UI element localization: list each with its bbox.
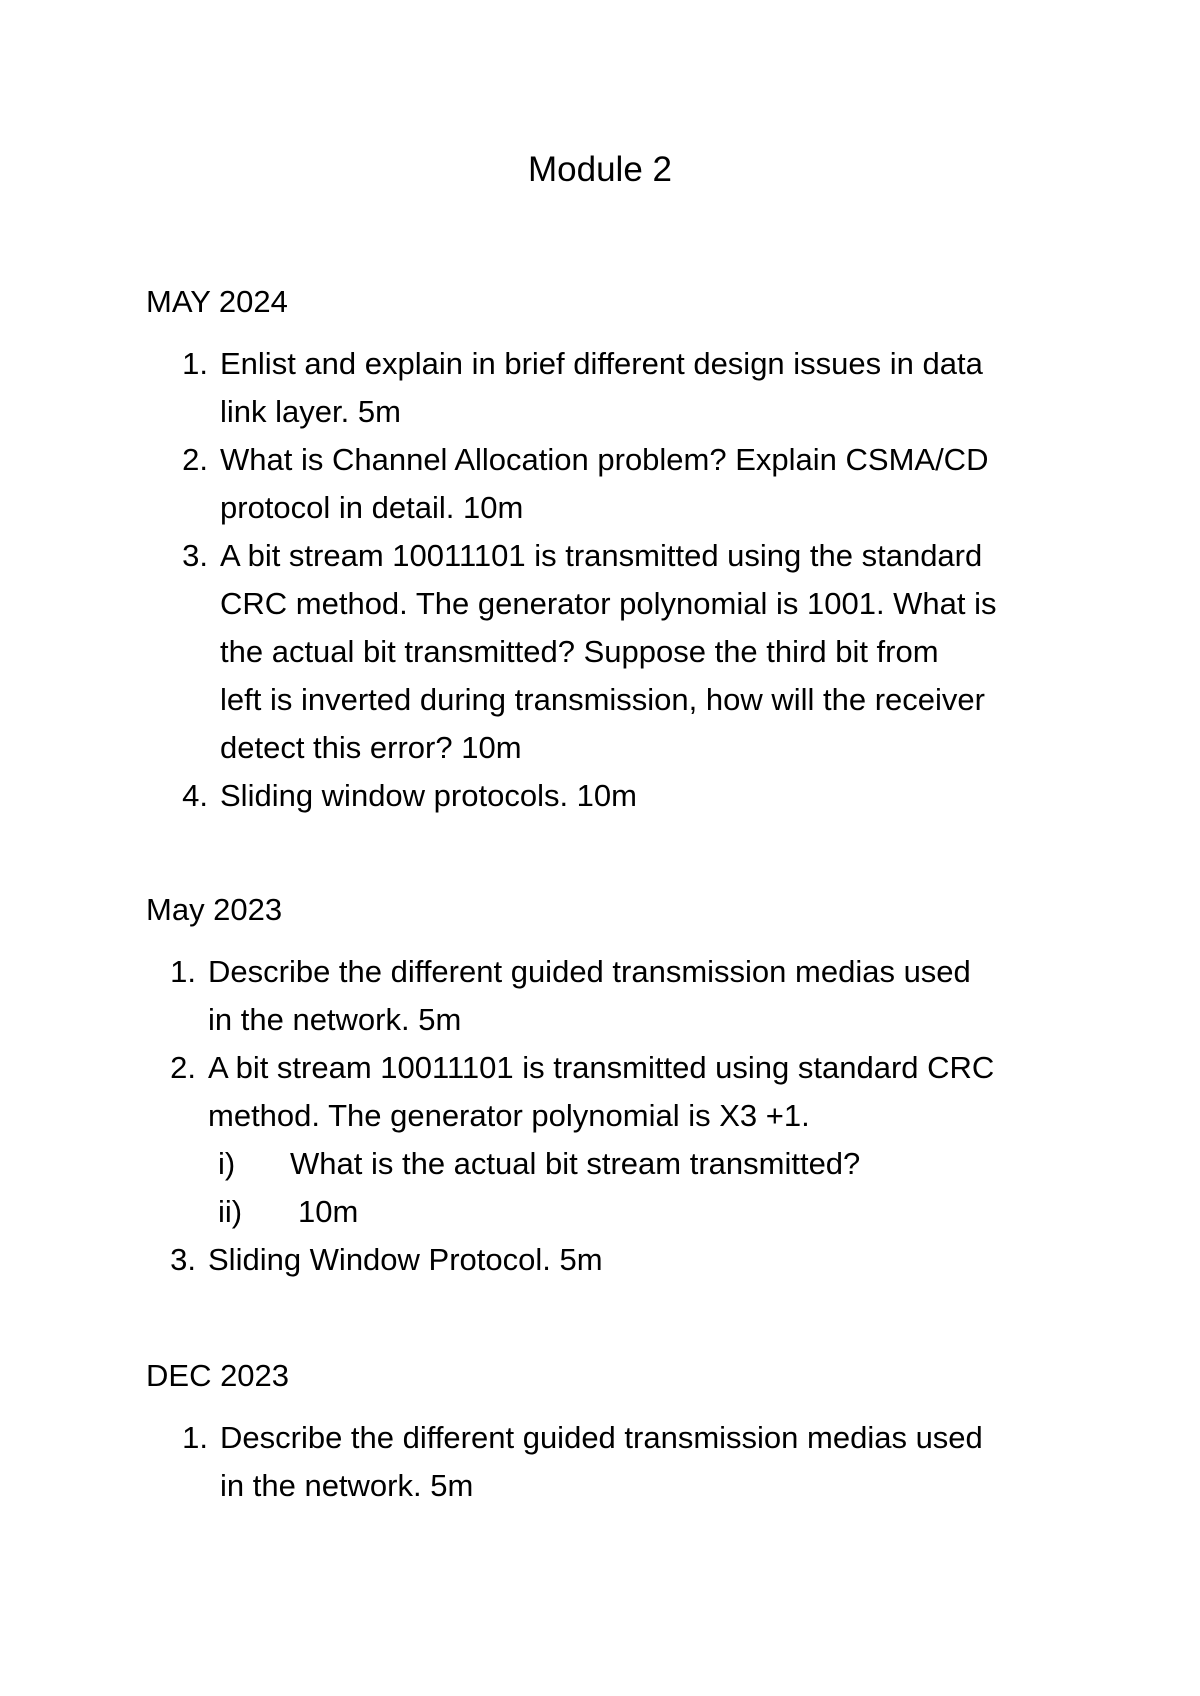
item-text: protocol in detail. 10m (220, 490, 524, 525)
subitem-text: 10m (298, 1194, 359, 1229)
item-text: Describe the different guided transmission medias used (208, 954, 971, 989)
item-number: 1. (182, 346, 208, 381)
section-heading-may-2023: May 2023 (146, 892, 283, 927)
item-text: Sliding Window Protocol. 5m (208, 1242, 603, 1277)
item-number: 4. (182, 778, 208, 813)
subitem-number: i) (218, 1146, 236, 1181)
item-number: 3. (182, 538, 208, 573)
page-title: Module 2 (528, 150, 672, 189)
item-text: Enlist and explain in brief different design issues in data (220, 346, 983, 381)
item-text: CRC method. The generator polynomial is 1001. What is (220, 586, 997, 621)
item-text: Describe the different guided transmission medias used (220, 1420, 983, 1455)
item-text: link layer. 5m (220, 394, 401, 429)
item-text: the actual bit transmitted? Suppose the third bit from (220, 634, 939, 669)
item-text: left is inverted during transmission, how will the receiver (220, 682, 985, 717)
item-text: Sliding window protocols. 10m (220, 778, 637, 813)
section-heading-may-2024: MAY 2024 (146, 284, 288, 319)
item-number: 2. (182, 442, 208, 477)
subitem-text: What is the actual bit stream transmitted? (290, 1146, 861, 1181)
item-text: in the network. 5m (208, 1002, 462, 1037)
item-text: in the network. 5m (220, 1468, 474, 1503)
item-text: What is Channel Allocation problem? Explain CSMA/CD (220, 442, 989, 477)
section-heading-dec-2023: DEC 2023 (146, 1358, 290, 1393)
item-text: A bit stream 10011101 is transmitted using the standard (220, 538, 983, 573)
item-number: 3. (170, 1242, 196, 1277)
item-text: detect this error? 10m (220, 730, 522, 765)
item-text: A bit stream 10011101 is transmitted using standard CRC (208, 1050, 995, 1085)
subitem-number: ii) (218, 1194, 243, 1229)
item-text: method. The generator polynomial is X3 +1. (208, 1098, 810, 1133)
item-number: 1. (170, 954, 196, 989)
item-number: 1. (182, 1420, 208, 1455)
item-number: 2. (170, 1050, 196, 1085)
